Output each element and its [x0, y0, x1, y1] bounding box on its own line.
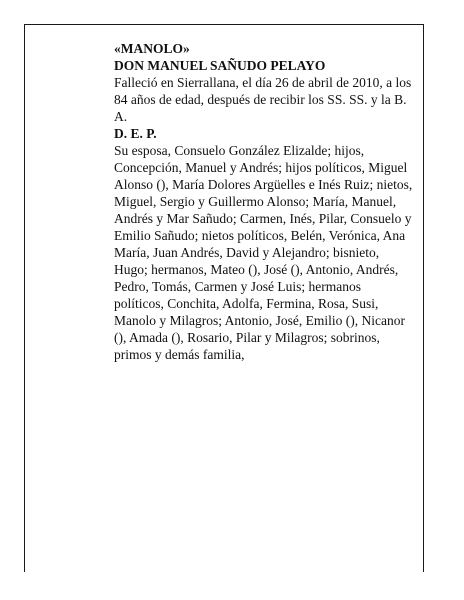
obituary-family-text: Su esposa, Consuelo González Elizalde; hijos, Concepción, Manuel y Andrés; hijos políticos, Miguel Alonso (), María Dolores Argüelles e Inés Ruiz; nietos, Miguel, Sergio y Guillermo Alonso; María, Manuel, Andrés y Mar Sañudo; Carmen, Inés, Pilar, Consuelo y Emilio Sañudo; nietos políticos, Belén, Verónica, Ana María, Juan Andrés, David y Alejandro; bisnieto, Hugo; hermanos, Mateo (), José (), Antonio, Andrés, Pedro, Tomás, Carmen y José Luis; hermanos políticos, Conchita, Adolfa, Fermina, Rosa, Susi, Manolo y Milagros; Antonio, José, Emilio (), Nicanor (), Amada (), Rosario, Pilar y Milagros; sobrinos, primos y demás familia, [114, 143, 413, 362]
obituary-content [114, 40, 414, 363]
obituary-death-notice: Falleció en Sierrallana, el día 26 de abril de 2010, a los 84 años de edad, después de recibir los SS. SS. y la B. A. [114, 75, 412, 124]
obituary-rip: D. E. P. [114, 126, 157, 141]
obituary-full-name: DON MANUEL SAÑUDO PELAYO [114, 58, 326, 73]
obituary-nickname: «MANOLO» [114, 41, 190, 56]
